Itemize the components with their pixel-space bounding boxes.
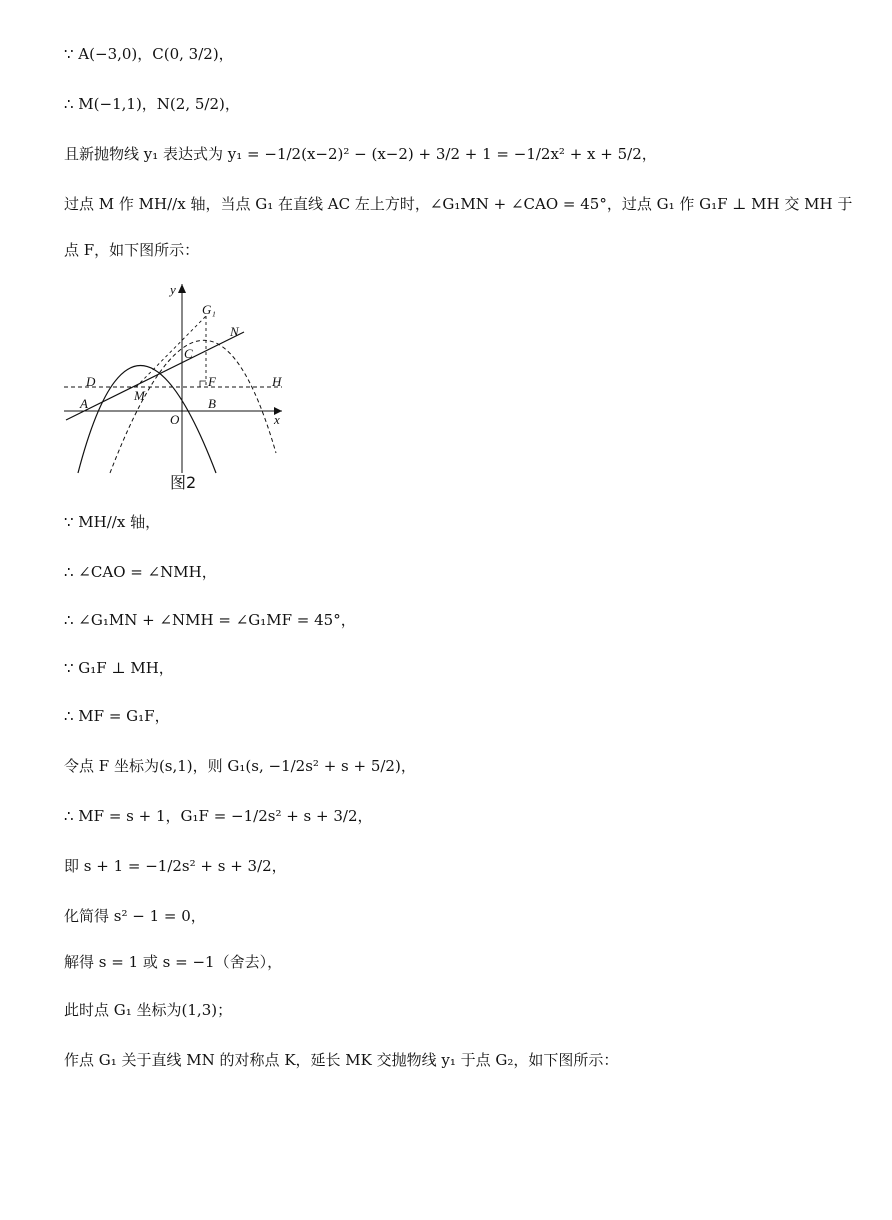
label-c: C [184, 346, 193, 361]
line-4: 过点 M 作 MH//x 轴，当点 G₁ 在直线 AC 左上方时，∠G₁MN + ∠CAO = 45°，过点 G₁ 作 G₁F ⊥ MH 交 MH 于 [64, 195, 853, 213]
original-parabola [78, 366, 216, 474]
line-2: ∴ M(−1,1)，N(2, 5/2)， [64, 95, 240, 113]
line-3: 且新抛物线 y₁ 表达式为 y₁ = −1/2(x−2)² − (x−2) + 3/2 + 1 = −1/2x² + x + 5/2， [64, 145, 657, 163]
new-parabola [110, 340, 276, 473]
line-11: 令点 F 坐标为(s,1)，则 G₁(s, −1/2s² + s + 5/2)， [64, 757, 416, 775]
line-9: ∵ G₁F ⊥ MH， [64, 659, 174, 677]
line-mg1 [136, 316, 206, 387]
line-7: ∴ ∠CAO = ∠NMH， [64, 563, 217, 581]
label-y: y [170, 282, 176, 297]
line-17: 作点 G₁ 关于直线 MN 的对称点 K，延长 MK 交抛物线 y₁ 于点 G₂，如下图所示： [64, 1051, 619, 1069]
label-x: x [274, 412, 280, 427]
line-13: 即 s + 1 = −1/2s² + s + 3/2， [64, 857, 287, 875]
label-h: H [272, 374, 282, 389]
line-15: 解得 s = 1 或 s = −1（舍去）， [64, 953, 283, 971]
line-5: 点 F，如下图所示： [64, 241, 200, 259]
parabola-diagram [64, 278, 286, 478]
line-8: ∴ ∠G₁MN + ∠NMH = ∠G₁MF = 45°， [64, 611, 356, 629]
figure-caption: 图2 [170, 473, 197, 492]
y-axis-arrow [178, 284, 186, 293]
line-1: ∵ A(−3,0)，C(0, 3/2)， [64, 45, 234, 63]
label-a: A [80, 396, 88, 411]
label-g1: G₁ [202, 302, 216, 317]
figure-2 [64, 278, 286, 496]
line-10: ∴ MF = G₁F， [64, 707, 170, 725]
label-o: O [170, 412, 180, 427]
label-m: M [134, 388, 145, 403]
line-6: ∵ MH//x 轴， [64, 513, 161, 531]
label-d: D [86, 374, 96, 389]
label-n: N [230, 324, 239, 339]
label-b: B [208, 396, 216, 411]
right-angle-mark [200, 381, 206, 387]
line-14: 化简得 s² − 1 = 0， [64, 907, 206, 925]
line-16: 此时点 G₁ 坐标为(1,3)； [64, 1001, 233, 1019]
line-12: ∴ MF = s + 1，G₁F = −1/2s² + s + 3/2， [64, 807, 373, 825]
label-f: F [208, 374, 216, 389]
